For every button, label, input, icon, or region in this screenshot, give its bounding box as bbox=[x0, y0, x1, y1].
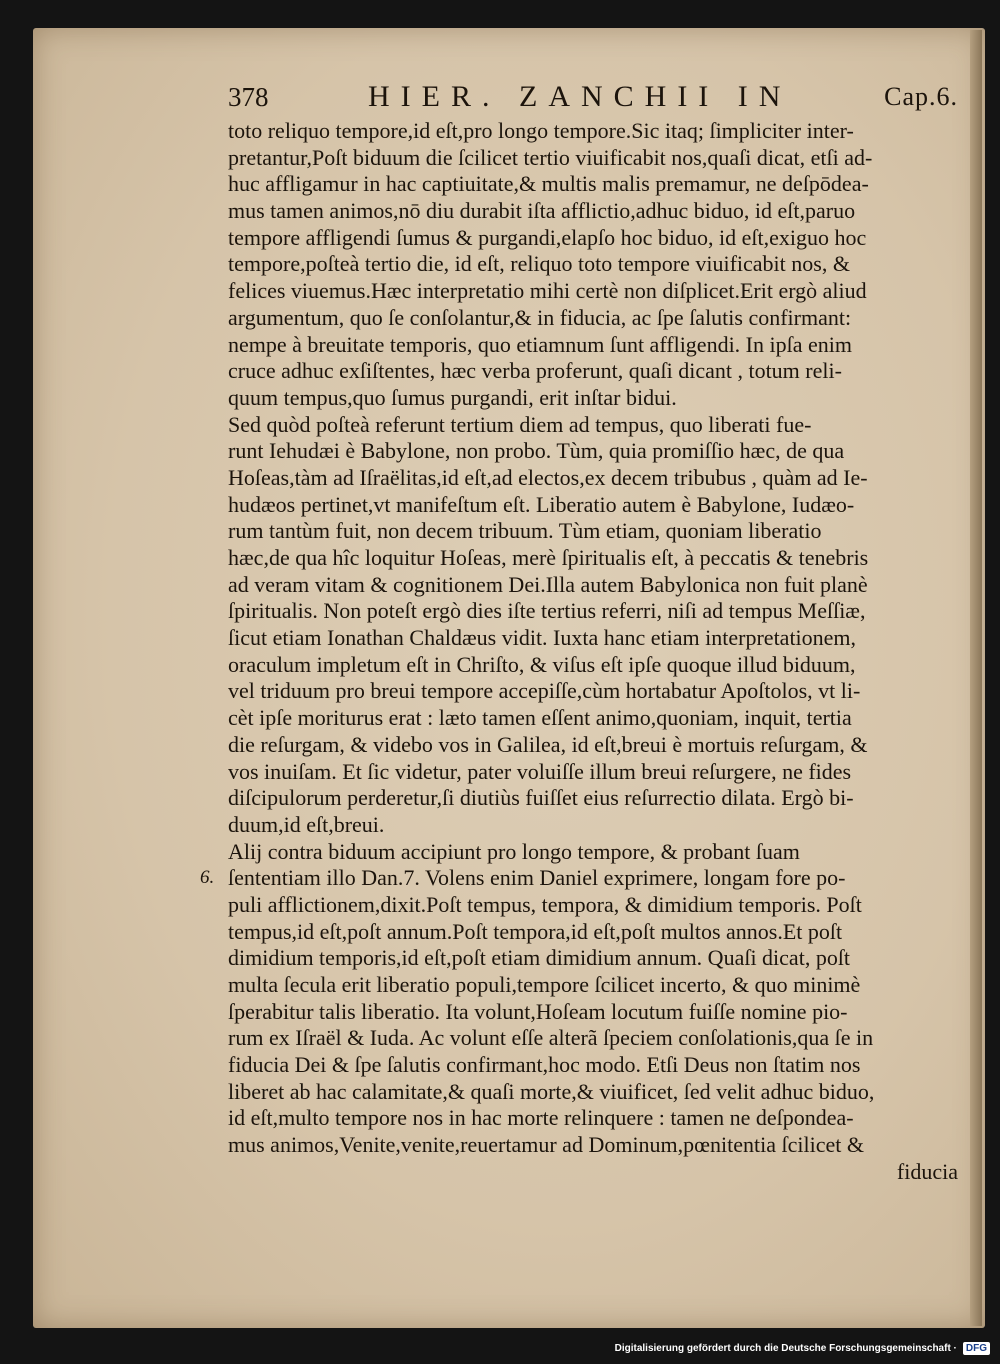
text-line: cruce adhuc exſiſtentes, hæc verba proferunt, quaſi dicant , totum reli- bbox=[228, 358, 842, 384]
text-line: rum ex Iſraël & Iuda. Ac volunt eſſe alterã ſpeciem conſolationis,qua ſe in bbox=[228, 1025, 874, 1051]
text-line: dimidium temporis,id eſt,poſt etiam dimidium annum. Quaſi dicat, poſt bbox=[228, 945, 851, 971]
text-line: ſententiam illo Dan.7. Volens enim Daniel exprimere, longam fore po- bbox=[228, 865, 846, 891]
text-line: runt Iehudæi è Babylone, non probo. Tùm, quia promiſſio hæc, de qua bbox=[228, 438, 845, 464]
text-line: liberet ab hac calamitate,& quaſi morte,& viuificet, ſed velit adhuc biduo, bbox=[228, 1078, 875, 1104]
text-line: oraculum impletum eſt in Chriſto, & viſus eſt ipſe quoque illud biduum, bbox=[228, 651, 856, 677]
text-line: felices viuemus.Hæc interpretatio mihi certè non diſplicet.Erit ergò aliud bbox=[228, 278, 867, 304]
text-line: vos inuiſam. Et ſic videtur, pater voluiſſe illum breui reſurgere, ne fides bbox=[228, 758, 852, 784]
running-title: HIER. ZANCHII IN bbox=[368, 80, 792, 113]
text-line: pretantur,Poſt biduum die ſcilicet tertio viuificabit nos,quaſi dicat, etſi ad- bbox=[228, 144, 873, 170]
text-line: ad veram vitam & cognitionem Dei.Illa autem Babylonica non fuit planè bbox=[228, 571, 868, 597]
dfg-logo: DFG bbox=[963, 1342, 990, 1355]
chapter-label: Cap.6. bbox=[884, 82, 958, 111]
text-line: duum,id eſt,breui. bbox=[228, 811, 385, 837]
text-line: hæc,de qua hîc loquitur Hoſeas, merè ſpiritualis eſt, à peccatis & tenebris bbox=[228, 545, 869, 570]
marginal-note: 6. bbox=[200, 867, 215, 888]
text-line: Alij contra biduum accipiunt pro longo tempore, & probant ſuam bbox=[228, 838, 800, 864]
text-line: Hoſeas,tàm ad Iſraëlitas,id eſt,ad electos,ex decem tribubus , quàm ad Ie- bbox=[228, 464, 868, 490]
text-line: ſpiritualis. Non poteſt ergò dies iſte tertius referri, niſi ad tempus Meſſiæ, bbox=[228, 598, 866, 624]
text-line: ſicut etiam Ionathan Chaldæus vidit. Iuxta hanc etiam interpretationem, bbox=[228, 625, 857, 651]
page-edge bbox=[970, 30, 982, 1326]
text-line: die reſurgam, & videbo vos in Galilea, id eſt,breui è mortuis reſurgam, & bbox=[228, 731, 868, 757]
text-line: mus tamen animos,nō diu durabit iſta afflictio,adhuc biduo, id eſt,paruo bbox=[228, 198, 856, 224]
footer bbox=[615, 1338, 990, 1358]
text-line: multa ſecula erit liberatio populi,tempore ſcilicet incerto, & quo minimè bbox=[228, 972, 861, 997]
text-line: argumentum, quo ſe conſolantur,& in fiducia, ac ſpe ſalutis confirmant: bbox=[228, 304, 852, 330]
text-line: fiducia Dei & ſpe ſalutis confirmant,hoc modo. Etſi Deus non ſtatim nos bbox=[228, 1052, 861, 1078]
text-line: mus animos,Venite,venite,reuertamur ad Dominum,pœnitentia ſcilicet & bbox=[228, 1132, 865, 1158]
footer-credit: Digitalisierung gefördert durch die Deutsche Forschungsgemeinschaft · bbox=[614, 1342, 957, 1354]
text-line: tempus,id eſt,poſt annum.Poſt tempora,id eſt,poſt multos annos.Et poſt bbox=[228, 918, 843, 944]
text-line: toto reliquo tempore,id eſt,pro longo tempore.Sic itaq; ſimpliciter inter- bbox=[228, 118, 854, 143]
body-text bbox=[228, 118, 958, 1186]
text-line: quum tempus,quo ſumus purgandi, erit inſtar bidui. bbox=[228, 384, 677, 410]
text-line: vel triduum pro breui tempore accepiſſe,cùm hortabatur Apoſtolos, vt li- bbox=[228, 678, 861, 704]
text-line: hudæos pertinet,vt manifeſtum eſt. Liberatio autem è Babylone, Iudæo- bbox=[228, 491, 855, 517]
text-line: ſperabitur talis liberatio. Ita volunt,Hoſeam locutum fuiſſe nomine pio- bbox=[228, 998, 848, 1024]
text-line: puli afflictionem,dixit.Poſt tempus, tempora, & dimidium temporis. Poſt bbox=[228, 891, 862, 917]
text-line: diſcipulorum perderetur,ſi diutiùs fuiſſet eius reſurrectio dilata. Ergò bi- bbox=[228, 785, 854, 811]
text-line: tempore affligendi ſumus & purgandi,elapſo hoc biduo, id eſt,exiguo hoc bbox=[228, 224, 867, 250]
catchword: fiducia bbox=[896, 1158, 958, 1184]
text-line: rum tantùm fuit, non decem tribuum. Tùm etiam, quoniam liberatio bbox=[228, 518, 822, 544]
page-number: 378 bbox=[228, 82, 269, 112]
text-line: tempore,poſteà tertio die, id eſt, reliquo toto tempore viuificabit nos, & bbox=[228, 251, 850, 277]
text-line: Sed quòd poſteà referunt tertium diem ad tempus, quo liberati fue- bbox=[228, 411, 812, 437]
page-header bbox=[228, 78, 962, 118]
text-line: nempe à breuitate temporis, quo etiamnum ſunt affligendi. In ipſa enim bbox=[228, 331, 852, 357]
text-line: id eſt,multo tempore nos in hac morte relinquere : tamen ne deſpondea- bbox=[228, 1105, 854, 1131]
text-line: huc affligamur in hac captiuitate,& multis malis premamur, ne deſpōdea- bbox=[228, 171, 869, 197]
text-line: cèt ipſe moriturus erat : læto tamen eſſent animo,quoniam, inquit, tertia bbox=[228, 705, 852, 731]
